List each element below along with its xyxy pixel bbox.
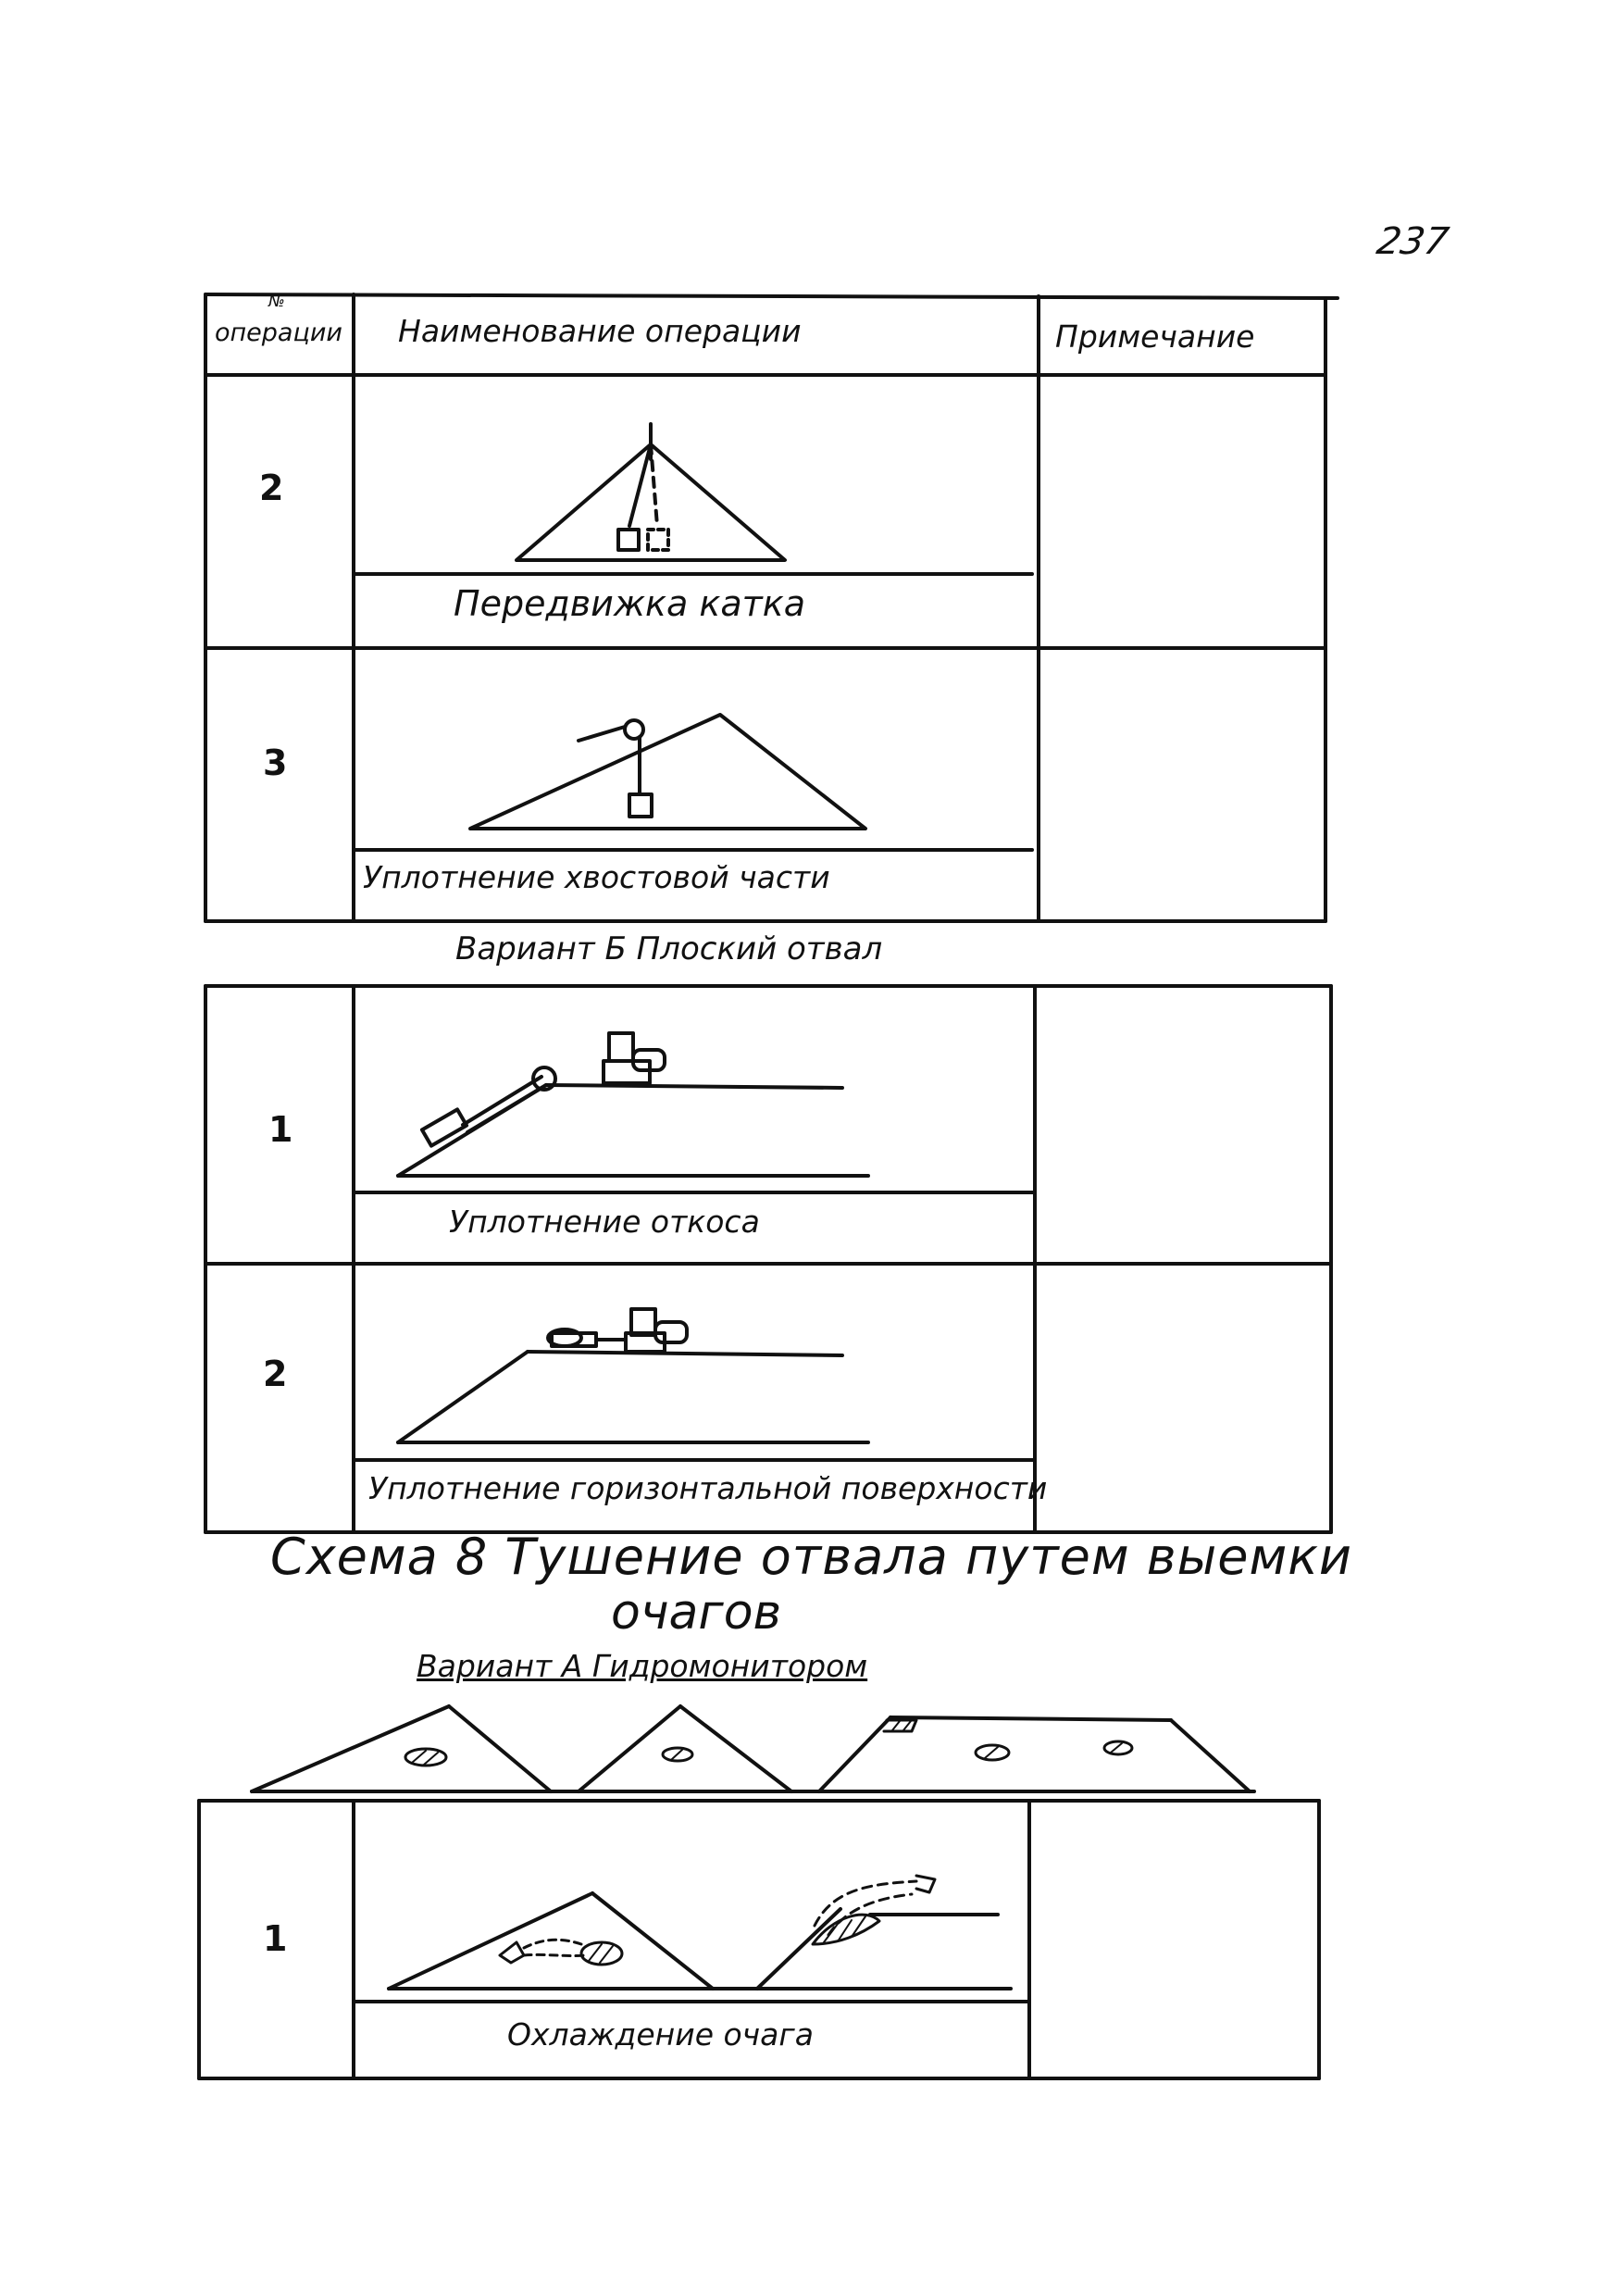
drawing-horizontal-compaction (398, 1309, 868, 1442)
row-number: 1 (263, 1918, 288, 1959)
row-number: 1 (268, 1109, 293, 1150)
drawing-hotspot-cooling (389, 1876, 1011, 1989)
variant-a-title: Вариант А Гидромонитором (417, 1648, 868, 1684)
row-caption: Охлаждение очага (507, 2016, 814, 2053)
header-operation-number: операции (215, 318, 342, 347)
row-number: 3 (263, 742, 288, 783)
schema-title-line1: Схема 8 Тушение отвала путем выемки (270, 1528, 1352, 1586)
header-operation-name: Наименование операции (398, 313, 802, 349)
drawing-slope-compaction (398, 1033, 868, 1176)
row-number: 2 (259, 468, 284, 508)
row-caption: Уплотнение хвостовой части (363, 859, 830, 895)
schema-title-line2: очагов (611, 1585, 782, 1641)
drawing-roller-shift (517, 424, 785, 560)
header-number-mark: № (268, 293, 285, 311)
drawing-heaps-overview (252, 1706, 1254, 1791)
header-note: Примечание (1055, 318, 1255, 355)
table-2-grid (205, 986, 1331, 1532)
page-number: 237 (1373, 220, 1452, 263)
row-caption: Уплотнение откоса (449, 1204, 760, 1240)
variant-b-title: Вариант Б Плоский отвал (455, 930, 883, 967)
drawing-tail-compaction (470, 715, 865, 829)
row-caption: Уплотнение горизонтальной поверхности (368, 1470, 1048, 1506)
row-number: 2 (263, 1354, 288, 1394)
row-caption: Передвижка катка (454, 583, 805, 624)
